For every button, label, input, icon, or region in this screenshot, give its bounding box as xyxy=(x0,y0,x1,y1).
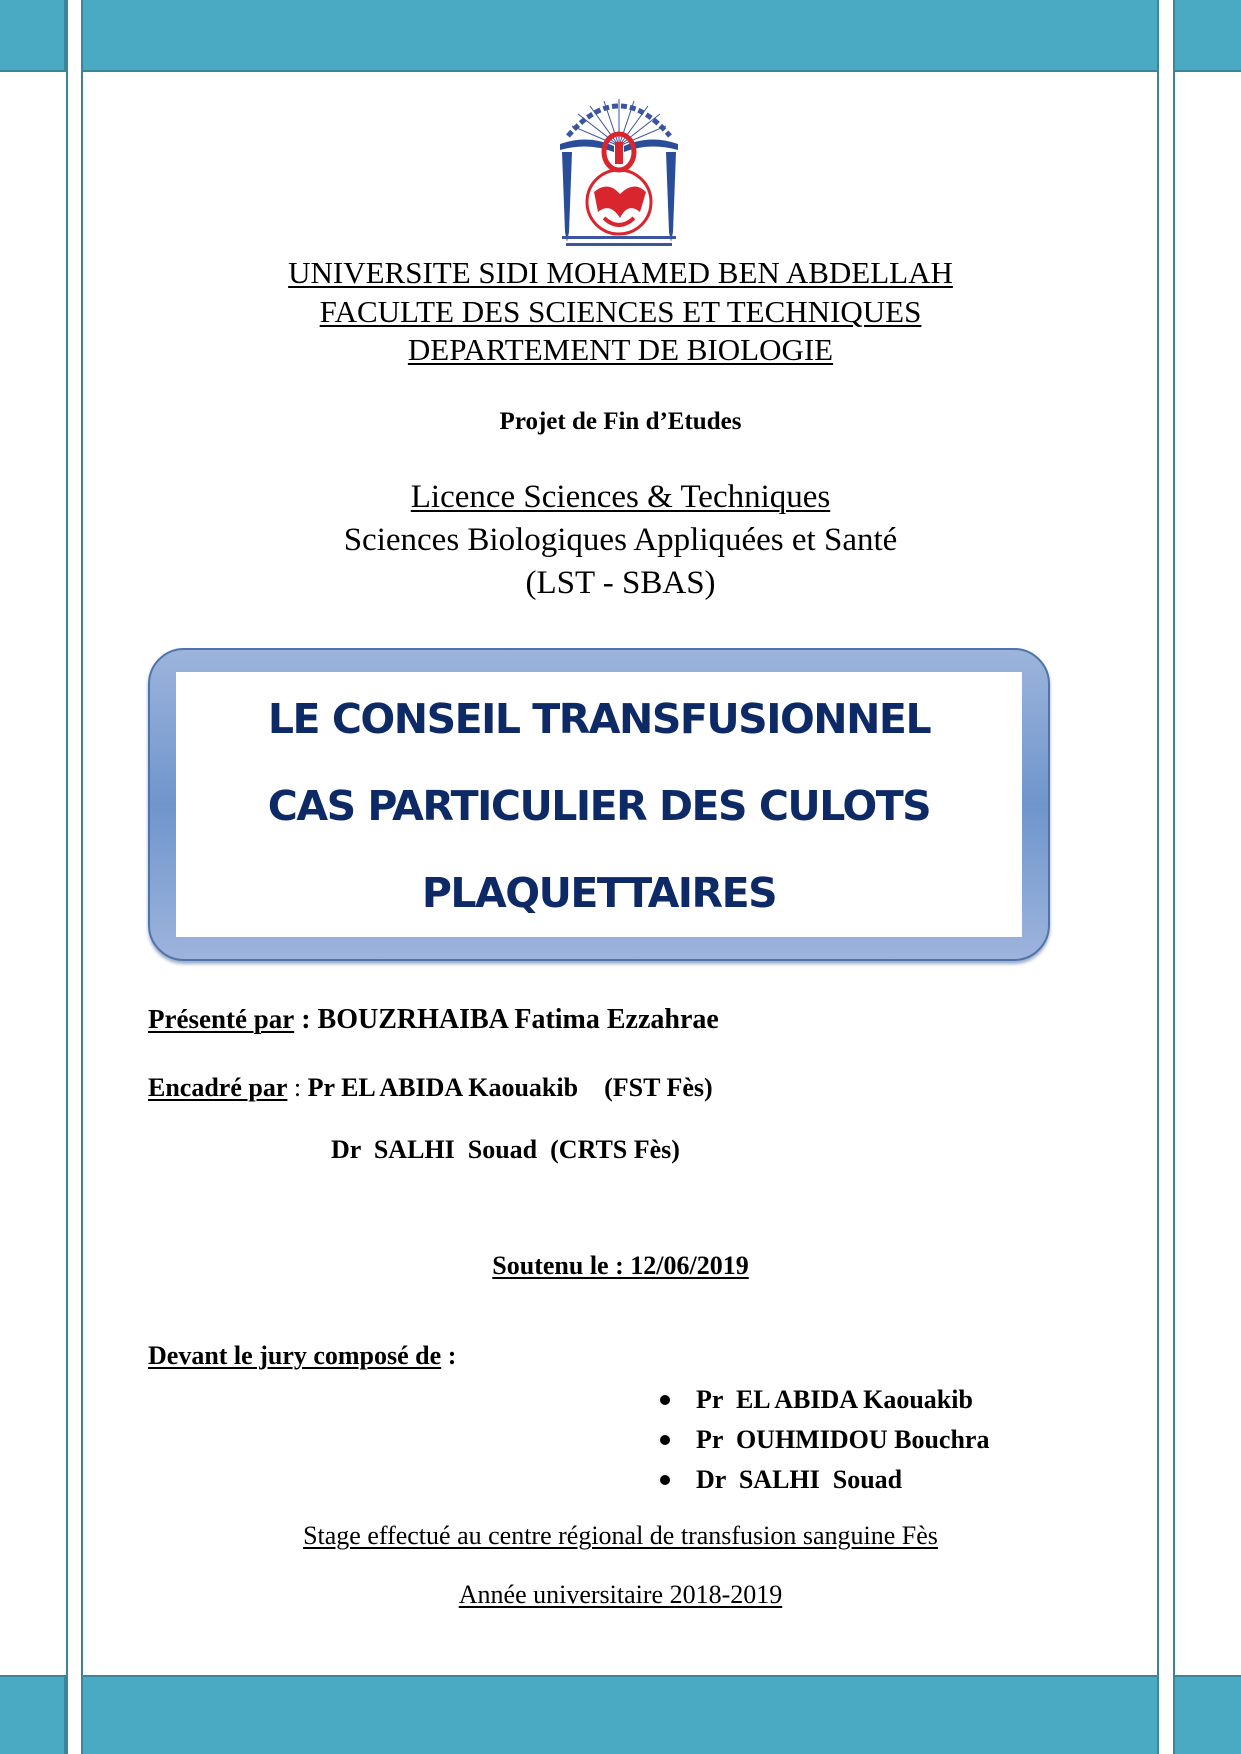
title-panel xyxy=(176,672,1022,937)
title-line-1: LE CONSEIL TRANSFUSIONNEL xyxy=(267,695,931,743)
jury-member xyxy=(660,1420,989,1460)
academic-year xyxy=(0,1580,1241,1610)
program-info xyxy=(0,476,1241,605)
internship-location xyxy=(0,1521,1241,1551)
academic-year-text: Année universitaire 2018-2019 xyxy=(458,1580,783,1609)
institution-header xyxy=(0,254,1241,370)
top-header-band xyxy=(81,0,1159,72)
supervised-by-label: Encadré par xyxy=(148,1073,288,1102)
defense-date xyxy=(0,1251,1241,1281)
degree-name: Licence Sciences & Techniques xyxy=(410,479,831,515)
presented-by-label: Présenté par xyxy=(148,1004,295,1034)
jury-separator: : xyxy=(441,1341,457,1370)
internship-text: Stage effectué au centre régional de transfusion sanguine Fès xyxy=(303,1521,938,1550)
university-crest-icon xyxy=(548,84,690,250)
supervisor-1: Pr EL ABIDA Kaouakib (FST Fès) xyxy=(307,1073,713,1102)
jury-member xyxy=(660,1460,989,1500)
specialty-name: Sciences Biologiques Appliquées et Santé xyxy=(343,522,898,558)
title-frame xyxy=(148,648,1050,961)
jury-member-name: Pr EL ABIDA Kaouakib xyxy=(696,1385,973,1414)
jury-list xyxy=(660,1380,989,1500)
supervisor-2: Dr SALHI Souad (CRTS Fès) xyxy=(331,1135,680,1164)
department-name: DEPARTEMENT DE BIOLOGIE xyxy=(407,332,834,367)
faculty-name: FACULTE DES SCIENCES ET TECHNIQUES xyxy=(319,293,922,329)
bullet-icon xyxy=(660,1475,670,1485)
jury-member-name: Pr OUHMIDOU Bouchra xyxy=(696,1425,990,1454)
title-line-2: CAS PARTICULIER DES CULOTS xyxy=(267,782,931,830)
student-name: BOUZRHAIBA Fatima Ezzahrae xyxy=(317,1004,719,1035)
program-abbreviation: (LST - SBAS) xyxy=(525,565,716,601)
jury-member-name: Dr SALHI Souad xyxy=(696,1465,903,1494)
top-right-band xyxy=(1173,0,1241,72)
university-name: UNIVERSITE SIDI MOHAMED BEN ABDELLAH xyxy=(288,255,953,290)
bottom-right-band xyxy=(1173,1675,1241,1754)
project-type: Projet de Fin d’Etudes xyxy=(499,408,742,435)
presented-by-separator: : xyxy=(294,1004,318,1035)
bottom-left-band xyxy=(0,1675,66,1754)
bullet-icon xyxy=(660,1395,670,1405)
bottom-footer-band xyxy=(81,1675,1159,1754)
defense-date-text: Soutenu le : 12/06/2019 xyxy=(492,1251,749,1280)
supervised-by-separator: : xyxy=(287,1073,308,1102)
presented-by-row xyxy=(148,1004,719,1036)
top-left-band xyxy=(0,0,66,72)
jury-heading xyxy=(148,1341,456,1371)
jury-label: Devant le jury composé de xyxy=(148,1341,442,1370)
title-line-3: PLAQUETTAIRES xyxy=(421,869,777,917)
jury-member xyxy=(660,1380,989,1420)
bullet-icon xyxy=(660,1435,670,1445)
supervised-by-row xyxy=(148,1073,713,1103)
